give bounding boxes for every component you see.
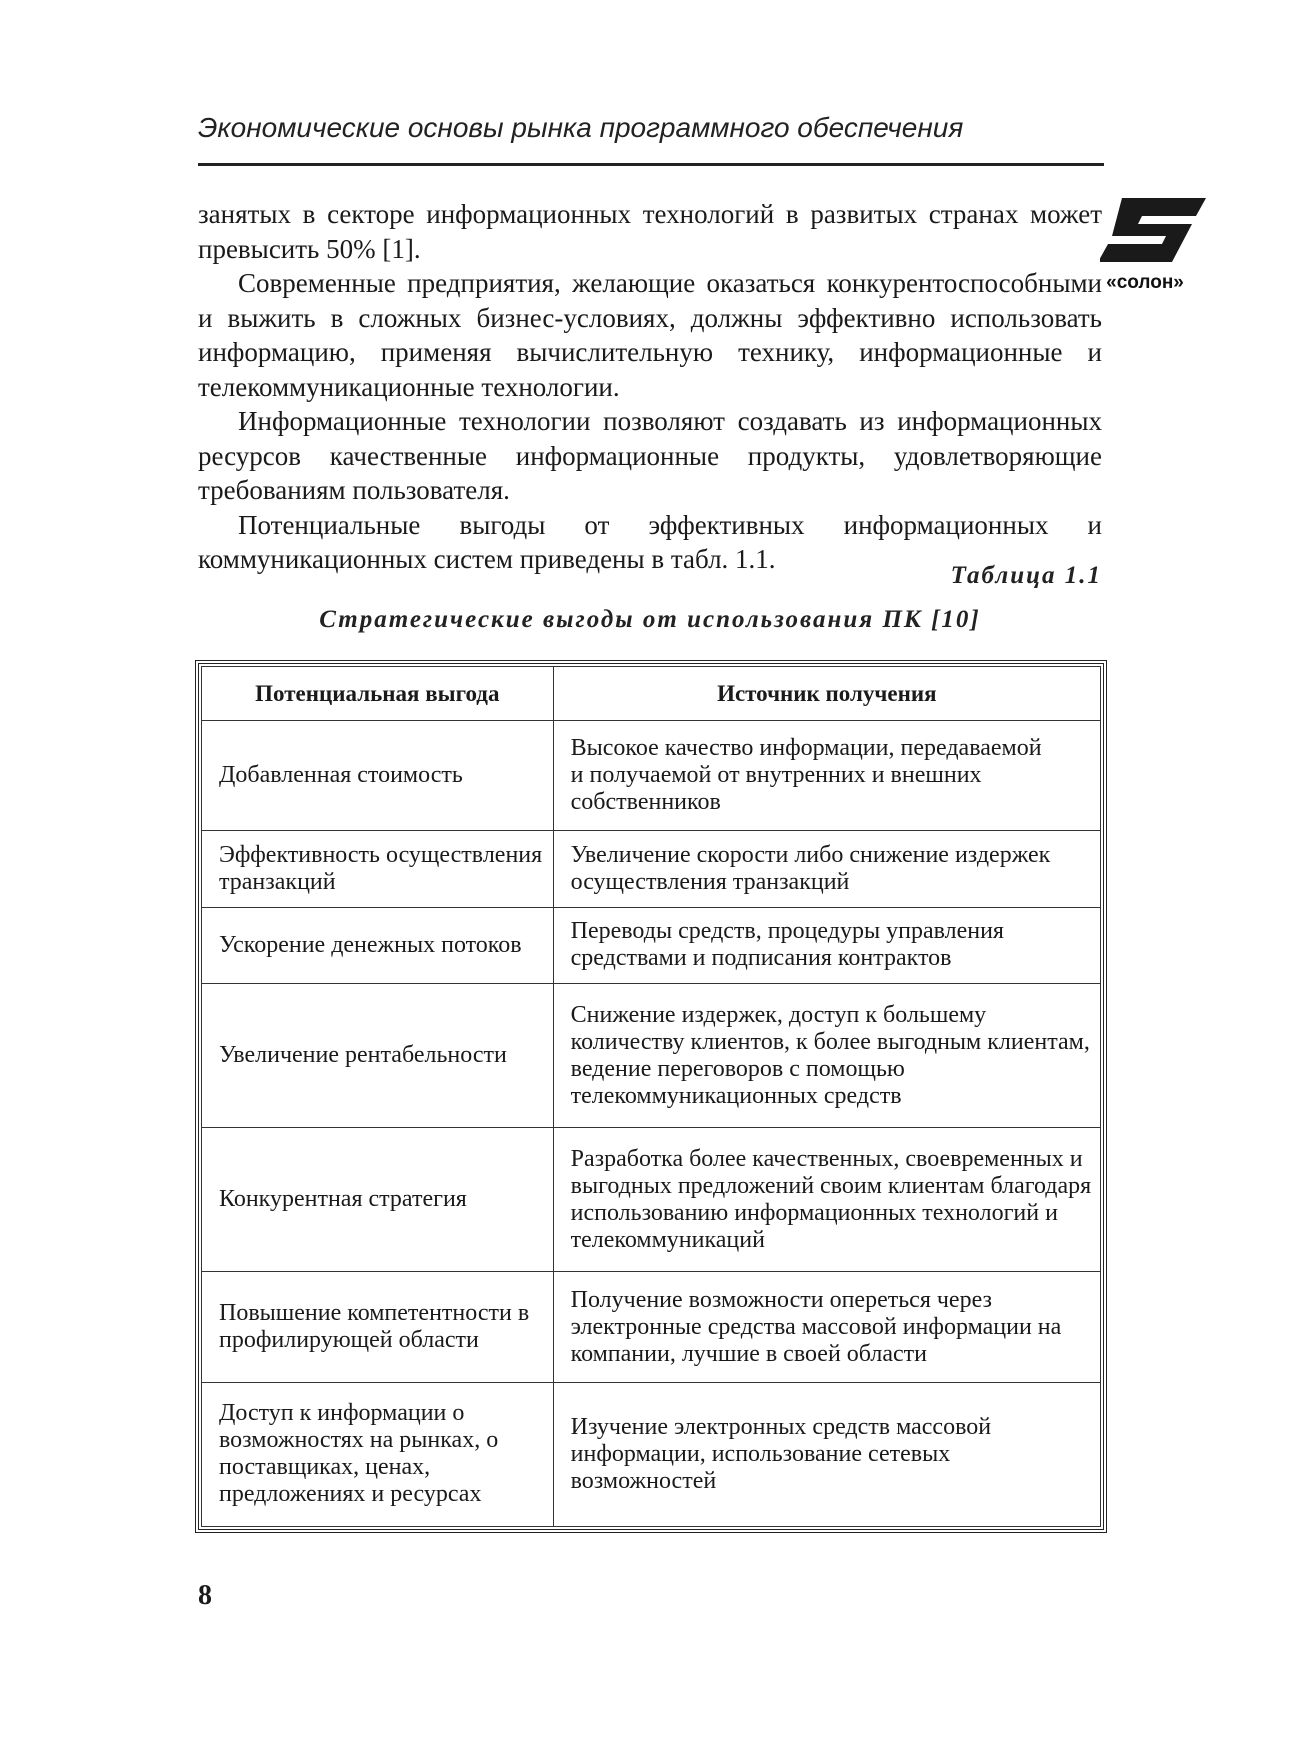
running-head: Экономические основы рынка программного обеспечения: [198, 112, 964, 143]
benefit-cell: Ускорение денежных потоков: [202, 907, 554, 983]
column-header: Источник получения: [553, 667, 1100, 721]
page-number: 8: [198, 1580, 212, 1611]
benefit-cell: Повышение компетентности в профилирующей области: [202, 1272, 554, 1382]
benefit-cell: Увеличение рентабельности: [202, 984, 554, 1128]
table-row: [202, 831, 1101, 907]
benefit-cell: Добавленная стоимость: [202, 721, 554, 831]
benefit-cell: Эффективность осуществления транзакций: [202, 831, 554, 907]
table-title: Стратегические выгоды от использования ПК [10]: [319, 606, 981, 633]
table-row: [202, 1382, 1101, 1526]
source-cell: Изучение электронных средств массовой информации, использование сетевых возможностей: [553, 1382, 1100, 1526]
header-rule: [198, 163, 1104, 166]
paragraph: Информационные технологии позволяют создавать из информационных ресурсов качественные информационные продукты, удовлетворяющие требованиям пользователя.: [198, 406, 1102, 505]
table-row: [202, 1272, 1101, 1382]
body-text: [198, 197, 1102, 577]
source-cell: Высокое качество информации, передаваемой и получаемой от внутренних и внешних собственников: [553, 721, 1100, 831]
benefit-cell: Доступ к информации о возможностях на рынках, о поставщиках, ценах, предложениях и ресурсах: [202, 1382, 554, 1526]
table-row: [202, 721, 1101, 831]
table-row: [202, 907, 1101, 983]
table-header-row: [202, 667, 1101, 721]
source-cell: Переводы средств, процедуры управления средствами и подписания контрактов: [553, 907, 1100, 983]
source-cell: Увеличение скорости либо снижение издержек осуществления транзакций: [553, 831, 1100, 907]
table-row: [202, 1128, 1101, 1272]
paragraph: Потенциальные выгоды от эффективных информационных и коммуникационных систем приведены в табл. 1.1.: [198, 509, 1102, 574]
table-row: [202, 984, 1101, 1128]
column-header: Потенциальная выгода: [202, 667, 554, 721]
source-cell: Снижение издержек, доступ к большему количеству клиентов, к более выгодным клиентам, ведение переговоров с помощью телекоммуникационных средств: [553, 984, 1100, 1128]
benefit-cell: Конкурентная стратегия: [202, 1128, 554, 1272]
benefits-table: [201, 666, 1101, 1527]
source-cell: Разработка более качественных, своевременных и выгодных предложений своим клиентам благодаря использованию информационных технологий и телекоммуникаций: [553, 1128, 1100, 1272]
paragraph: занятых в секторе информационных технологий в развитых странах может превысить 50% [1].: [198, 199, 1102, 264]
source-cell: Получение возможности опереться через электронные средства массовой информации на компании, лучшие в своей области: [553, 1272, 1100, 1382]
publisher-logo-text: «солон»: [1106, 272, 1184, 293]
paragraph: Современные предприятия, желающие оказаться конкурентоспособными и выжить в сложных бизнес-условиях, должны эффективно использовать информацию, применяя вычислительную технику, информационные и телекоммуникационные технологии.: [198, 268, 1102, 402]
table-label: Таблица 1.1: [950, 562, 1102, 589]
